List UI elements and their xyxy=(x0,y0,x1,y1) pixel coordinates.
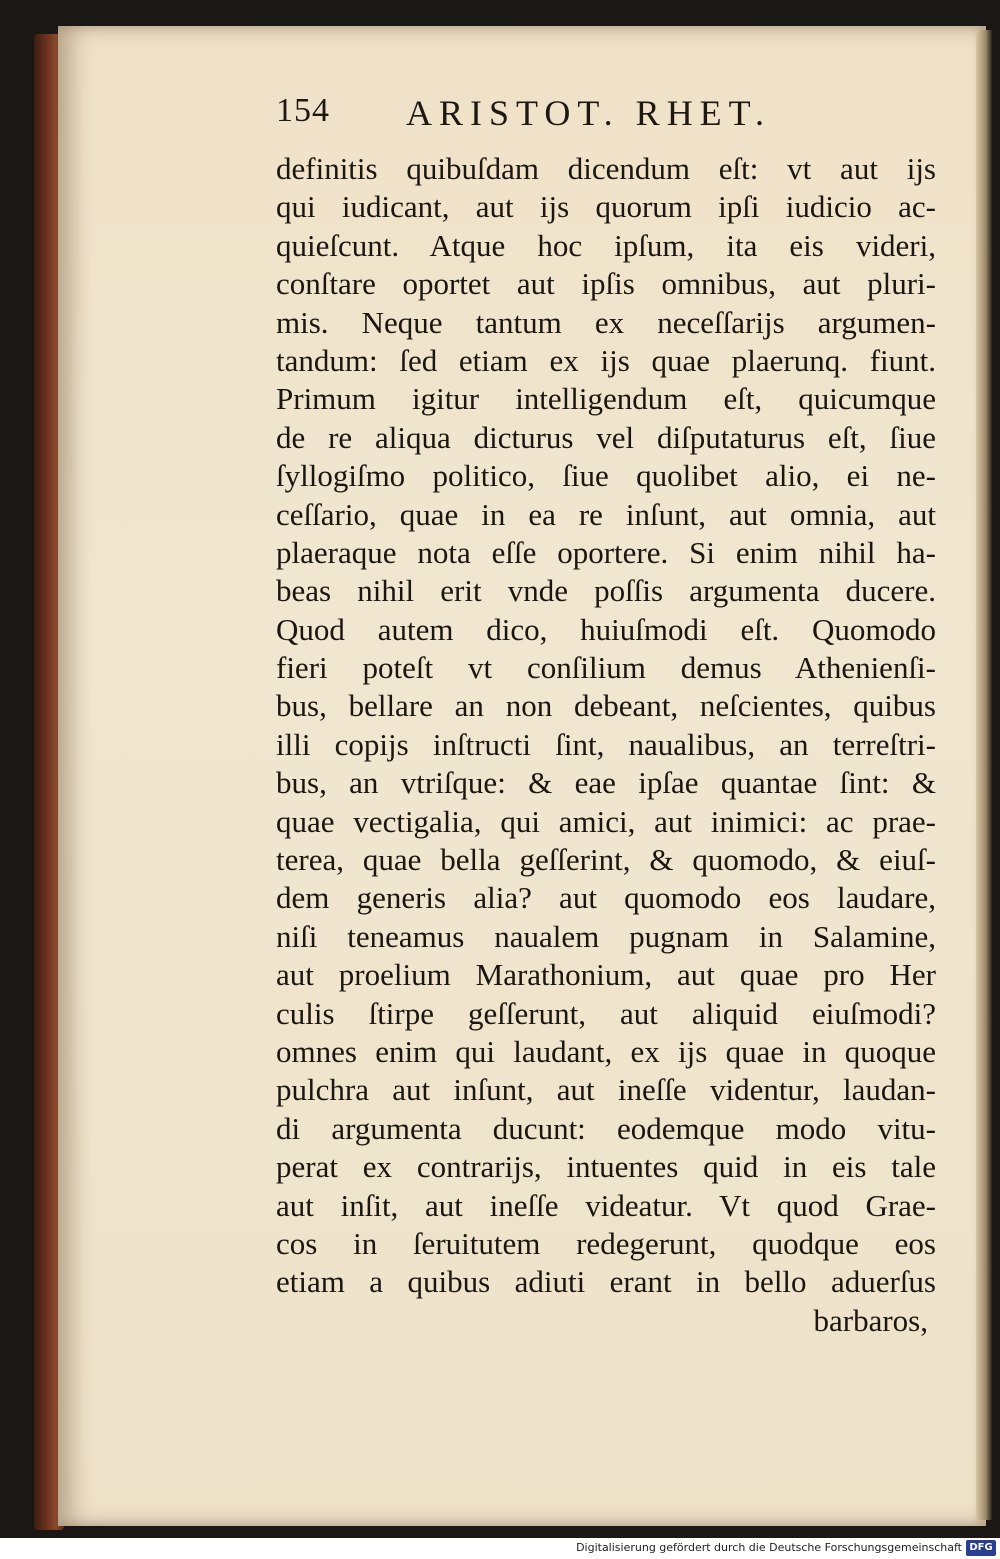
body-text xyxy=(276,150,936,1340)
running-title: ARISTOT. RHET. xyxy=(406,93,771,133)
text-line: fieri poteſt vt conſilium demus Athenienſi- xyxy=(276,650,936,686)
text-line: quieſcunt. Atque hoc ipſum, ita eis videri, xyxy=(276,227,936,263)
page-fore-edge xyxy=(976,30,992,1520)
text-line: plaeraque nota eſſe oportere. Si enim nihil ha- xyxy=(276,534,936,570)
text-line: mis. Neque tantum ex neceſſarijs argumen- xyxy=(276,304,936,340)
text-line: cos in ſeruitutem redegerunt, quodque eos xyxy=(276,1225,936,1261)
text-line: bus, an vtriſque: & eae ipſae quantae ſint: & xyxy=(276,765,936,801)
text-line: omnes enim qui laudant, ex ijs quae in quoque xyxy=(276,1033,936,1069)
text-line: ceſſario, quae in ea re inſunt, aut omnia, aut xyxy=(276,496,936,532)
text-line: dem generis alia? aut quomodo eos laudare, xyxy=(276,880,936,916)
text-line: beas nihil erit vnde poſſis argumenta ducere. xyxy=(276,573,936,609)
text-line: Quod autem dico, huiuſmodi eſt. Quomodo xyxy=(276,611,936,647)
text-line: conſtare oportet aut ipſis omnibus, aut pluri- xyxy=(276,266,936,302)
funding-credit: Digitalisierung gefördert durch die Deutsche Forschungsgemeinschaft xyxy=(576,1541,962,1554)
text-line: perat ex contrarijs, intuentes quid in eis tale xyxy=(276,1149,936,1185)
text-line: aut proelium Marathonium, aut quae pro Her xyxy=(276,957,936,993)
page-header xyxy=(276,92,856,142)
text-line: qui iudicant, aut ijs quorum ipſi iudicio ac- xyxy=(276,189,936,225)
text-line: bus, bellare an non debeant, neſcientes, quibus xyxy=(276,688,936,724)
text-line: ſyllogiſmo politico, ſiue quolibet alio, ei ne- xyxy=(276,458,936,494)
text-line: niſi teneamus naualem pugnam in Salamine, xyxy=(276,918,936,954)
text-line: de re aliqua dicturus vel diſputaturus eſt, ſiue xyxy=(276,419,936,455)
text-line: definitis quibuſdam dicendum eſt: vt aut ijs xyxy=(276,151,936,186)
footer-bar xyxy=(0,1538,1000,1559)
text-line: quae vectigalia, qui amici, aut inimici: ac prae- xyxy=(276,803,936,839)
text-line: pulchra aut inſunt, aut ineſſe videntur, laudan- xyxy=(276,1072,936,1108)
catchword: barbaros, xyxy=(813,1302,928,1338)
text-line: aut inſit, aut ineſſe videatur. Vt quod Grae- xyxy=(276,1187,936,1223)
text-line: di argumenta ducunt: eodemque modo vitu- xyxy=(276,1110,936,1146)
text-line: culis ſtirpe geſſerunt, aut aliquid eiuſmodi? xyxy=(276,995,936,1031)
text-line: illi copijs inſtructi ſint, naualibus, an terreſtri- xyxy=(276,726,936,762)
text-line: tandum: ſed etiam ex ijs quae plaerunq. fiunt. xyxy=(276,342,936,378)
page-number: 154 xyxy=(276,92,330,129)
text-line: Primum igitur intelligendum eſt, quicumque xyxy=(276,381,936,417)
text-line: terea, quae bella geſſerint, & quomodo, & eiuſ- xyxy=(276,842,936,878)
text-line: etiam a quibus adiuti erant in bello aduerſus xyxy=(276,1264,936,1300)
dfg-logo-icon: DFG xyxy=(966,1540,996,1556)
